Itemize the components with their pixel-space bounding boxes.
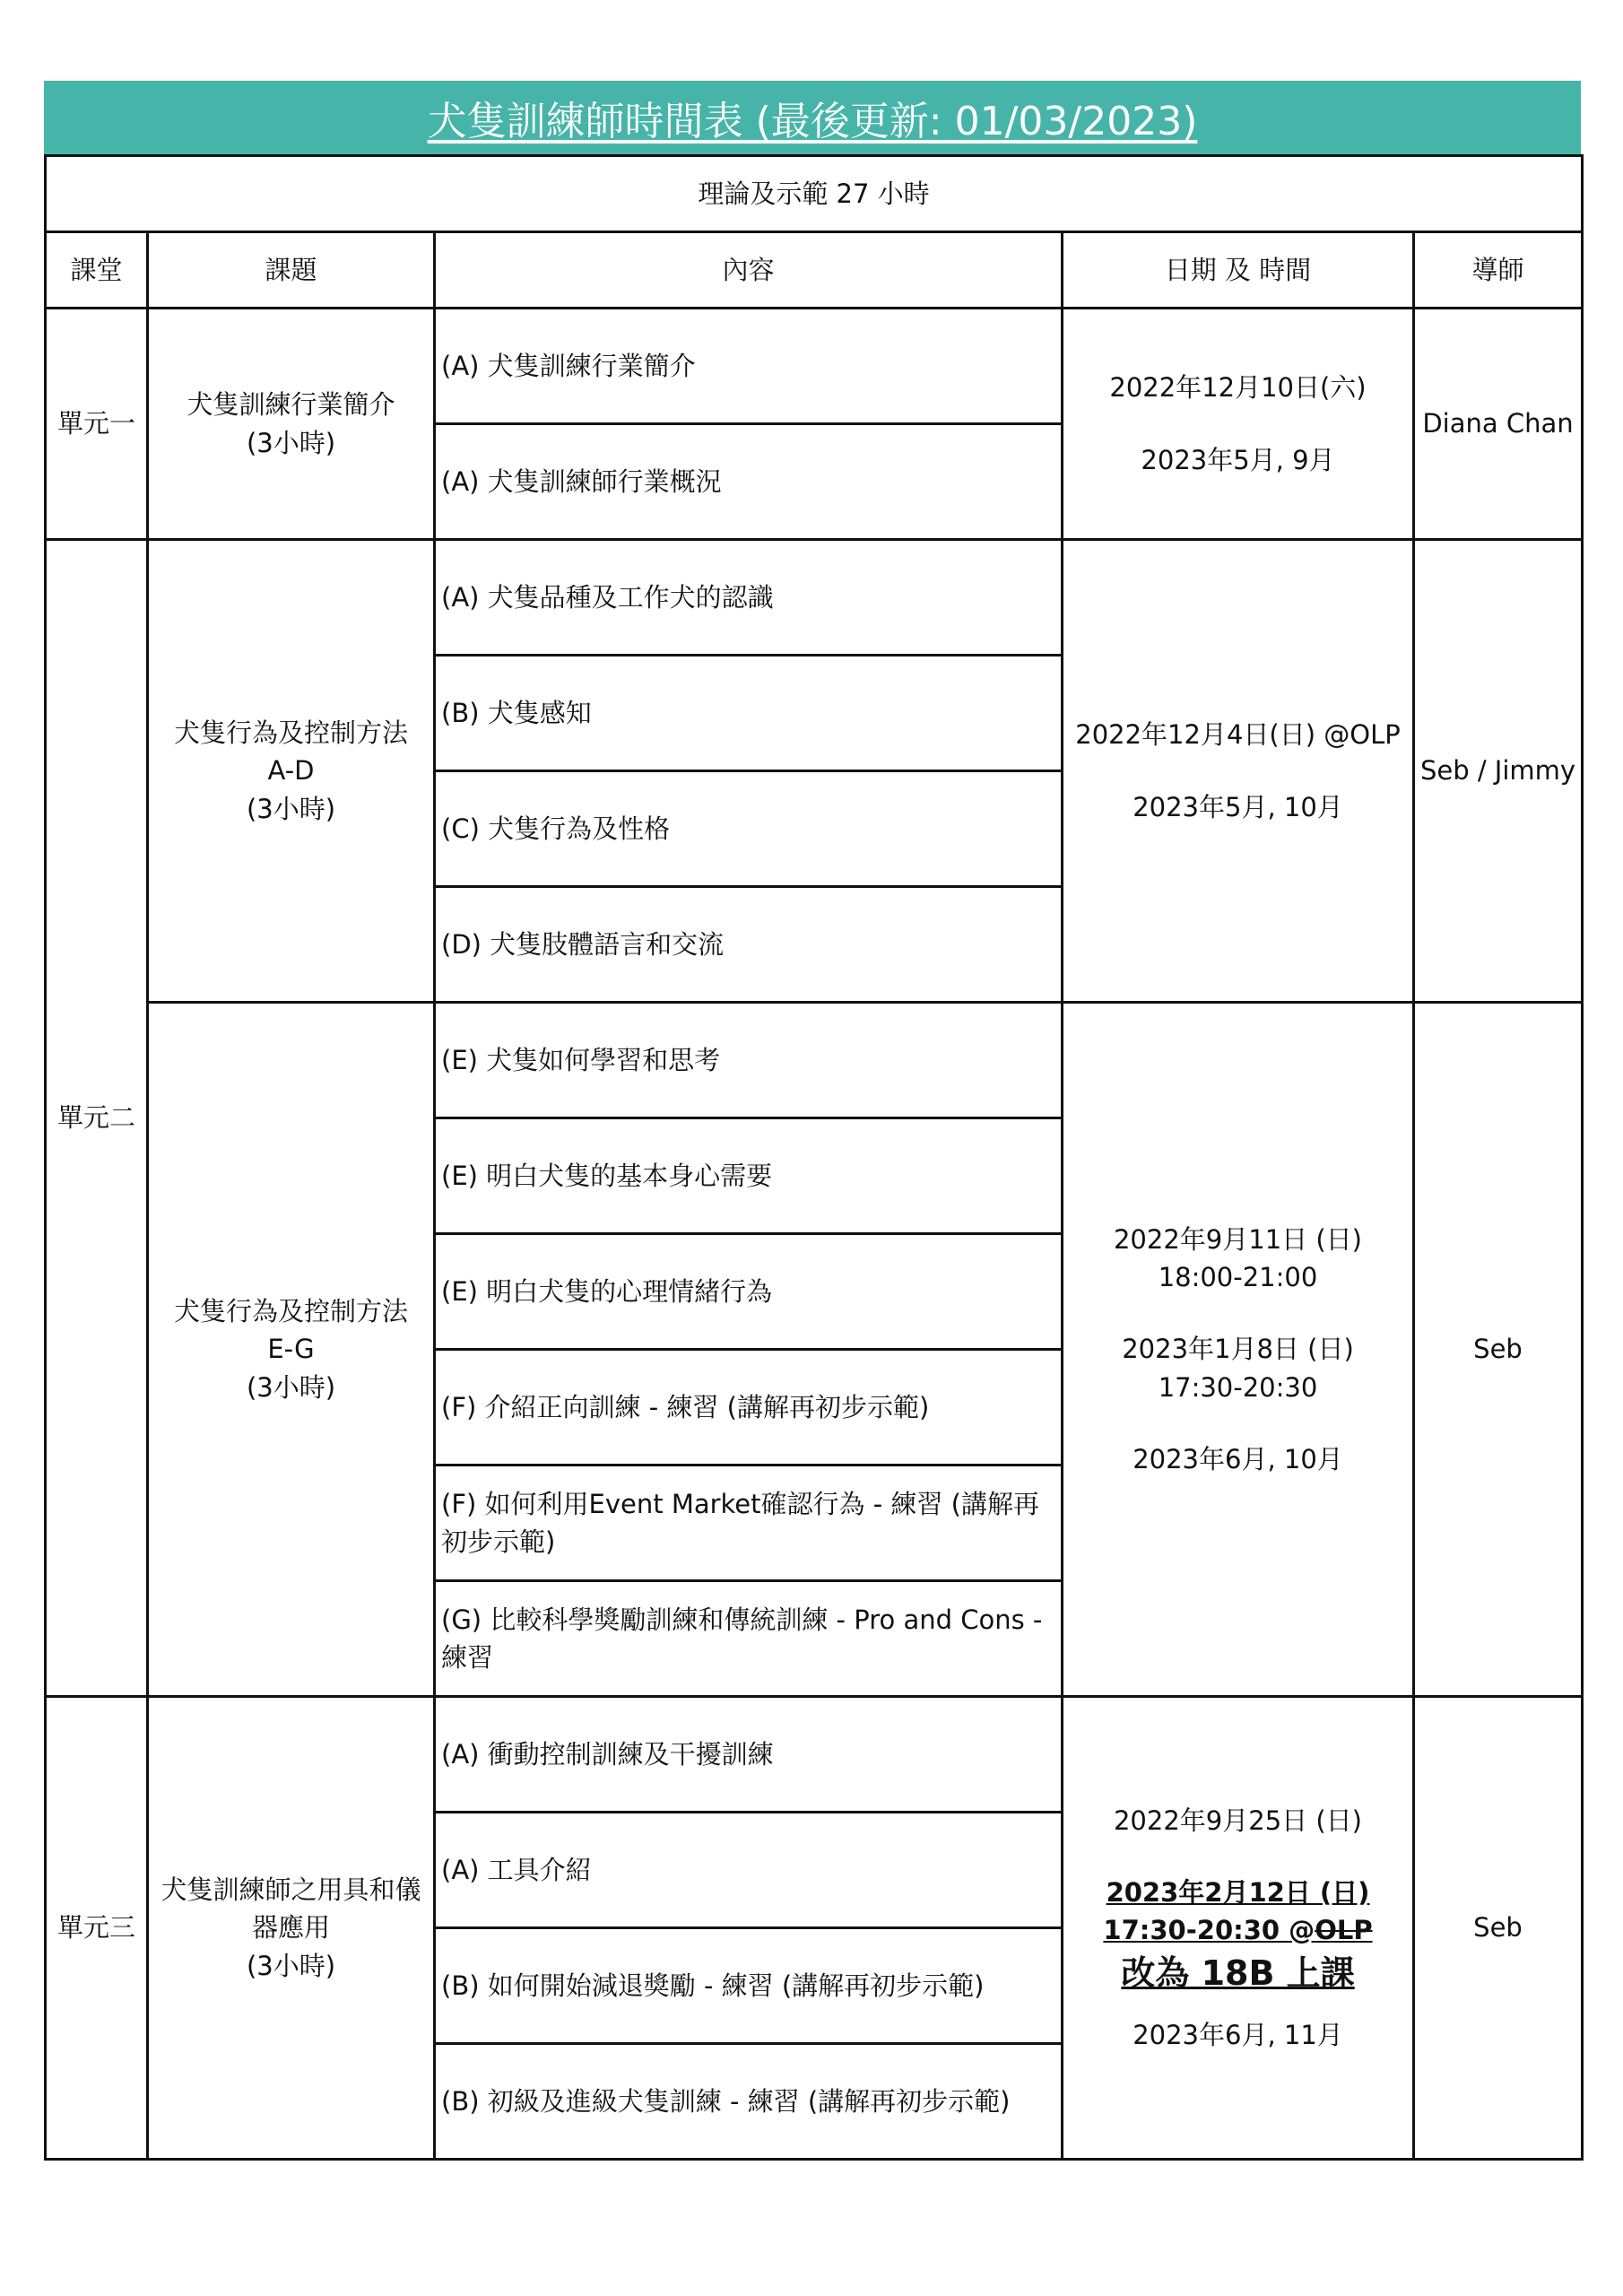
content-cell: (F) 介紹正向訓練 - 練習 (講解再初步示範)	[435, 1350, 1063, 1465]
content-cell: (A) 衝動控制訓練及干擾訓練	[435, 1697, 1063, 1813]
content-cell: (A) 犬隻訓練行業簡介	[435, 309, 1063, 424]
header-date: 日期 及 時間	[1063, 232, 1414, 309]
unit-2-class: 單元二	[46, 540, 148, 1697]
content-cell: (A) 工具介紹	[435, 1813, 1063, 1928]
unit-2b-tutor: Seb	[1414, 1003, 1583, 1697]
content-cell: (F) 如何利用Event Market確認行為 - 練習 (講解再初步示範)	[435, 1465, 1063, 1581]
unit-1-dates: 2022年12月10日(六) 2023年5月, 9月	[1063, 309, 1414, 540]
table-subtitle: 理論及示範 27 小時	[46, 156, 1583, 232]
unit-3-tutor: Seb	[1414, 1697, 1583, 2160]
header-topic: 課題	[148, 232, 435, 309]
unit-2a-dates: 2022年12月4日(日) @OLP 2023年5月, 10月	[1063, 540, 1414, 1003]
unit-1-class: 單元一	[46, 309, 148, 540]
unit-1-tutor: Diana Chan	[1414, 309, 1583, 540]
unit-3-class: 單元三	[46, 1697, 148, 2160]
unit-2a-tutor: Seb / Jimmy	[1414, 540, 1583, 1003]
unit-2a-topic: 犬隻行為及控制方法 A-D (3小時)	[148, 540, 435, 1003]
table-row	[46, 540, 1583, 656]
page-title: 犬隻訓練師時間表 (最後更新: 01/03/2023)	[44, 81, 1581, 154]
content-cell: (A) 犬隻品種及工作犬的認識	[435, 540, 1063, 656]
content-cell: (C) 犬隻行為及性格	[435, 771, 1063, 887]
unit-2b-topic: 犬隻行為及控制方法 E-G (3小時)	[148, 1003, 435, 1697]
content-cell: (B) 犬隻感知	[435, 656, 1063, 771]
schedule-table	[44, 154, 1584, 2161]
header-tutor: 導師	[1414, 232, 1583, 309]
unit-2b-dates: 2022年9月11日 (日) 18:00-21:00 2023年1月8日 (日) 17:30-20:30 2023年6月, 10月	[1063, 1003, 1414, 1697]
unit-3-dates: 2022年9月25日 (日) 2023年2月12日 (日) 17:30-20:30 @OLP 改為 18B 上課 2023年6月, 11月	[1063, 1697, 1414, 2160]
header-class: 課堂	[46, 232, 148, 309]
content-cell: (E) 明白犬隻的基本身心需要	[435, 1118, 1063, 1234]
content-cell: (D) 犬隻肢體語言和交流	[435, 887, 1063, 1003]
unit-3-topic: 犬隻訓練師之用具和儀器應用 (3小時)	[148, 1697, 435, 2160]
venue-change-notice: 改為 18B 上課	[1121, 1953, 1355, 1993]
content-cell: (E) 犬隻如何學習和思考	[435, 1003, 1063, 1118]
header-content: 內容	[435, 232, 1063, 309]
content-cell: (E) 明白犬隻的心理情緒行為	[435, 1234, 1063, 1350]
unit-1-topic: 犬隻訓練行業簡介 (3小時)	[148, 309, 435, 540]
content-cell: (A) 犬隻訓練師行業概況	[435, 424, 1063, 540]
table-row	[46, 1697, 1583, 1813]
header-row	[46, 232, 1583, 309]
table-row	[46, 1003, 1583, 1118]
content-cell: (B) 如何開始減退獎勵 - 練習 (講解再初步示範)	[435, 1928, 1063, 2044]
schedule-sheet	[44, 81, 1581, 2161]
content-cell: (G) 比較科學獎勵訓練和傳統訓練 - Pro and Cons - 練習	[435, 1581, 1063, 1697]
content-cell: (B) 初級及進級犬隻訓練 - 練習 (講解再初步示範)	[435, 2044, 1063, 2160]
table-row	[46, 309, 1583, 424]
